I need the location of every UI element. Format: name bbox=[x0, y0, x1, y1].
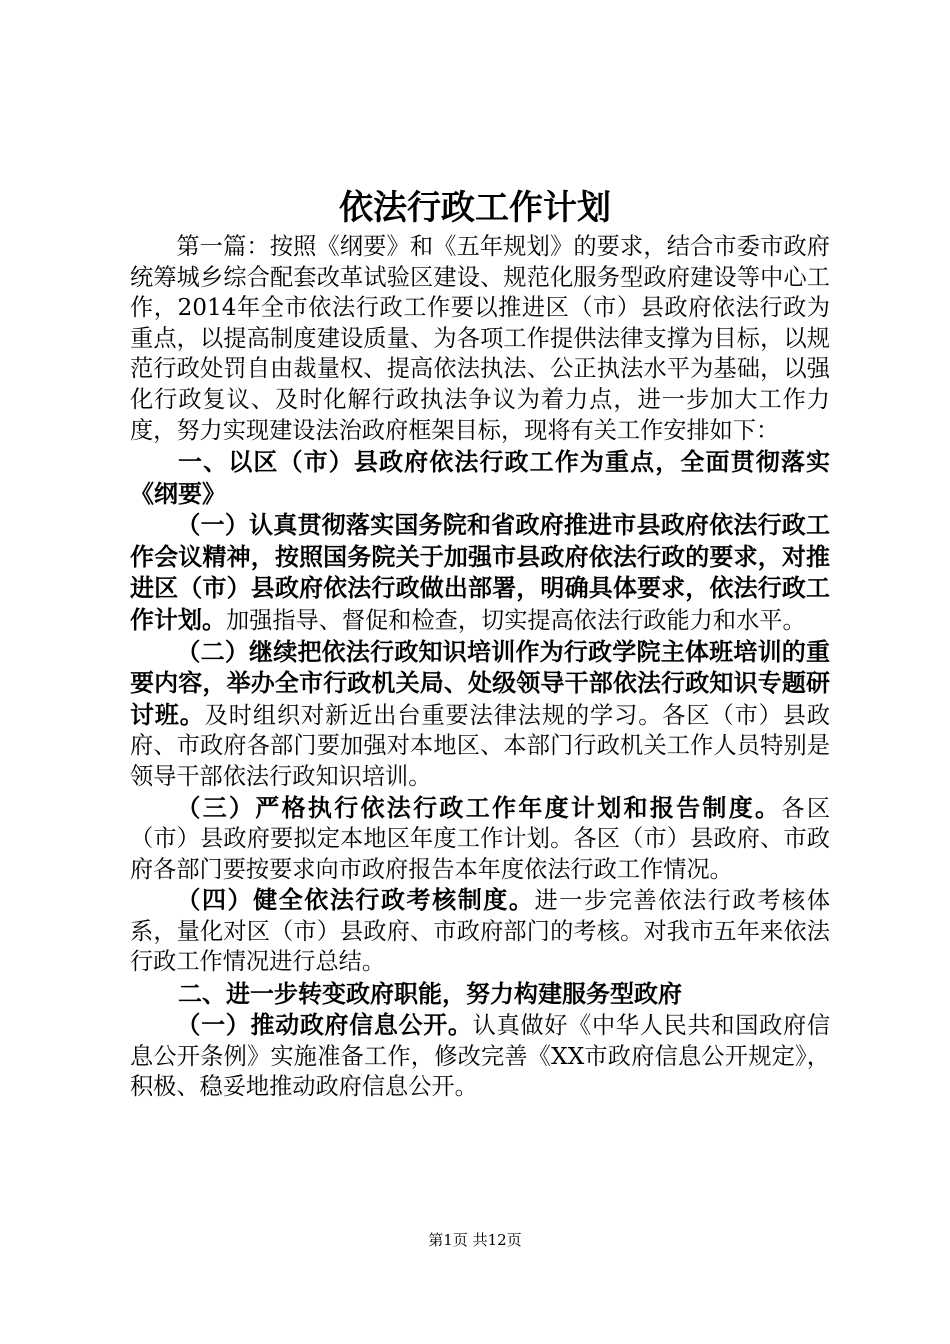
section-heading-2 bbox=[130, 978, 830, 1010]
paragraph-lead: （二）继续把依法行政知识培训作为行政学院主体班培训的重要内容，举办全市行政机关局、处级领导干部依法行政知识专题研讨班。 bbox=[130, 636, 830, 729]
page-footer: 第1页 共12页 bbox=[428, 1231, 522, 1249]
paragraph-text: 加强指导、督促和检查，切实提高依法行政能力和水平。 bbox=[226, 606, 806, 634]
document-title: 依法行政工作计划 bbox=[339, 188, 611, 228]
paragraph-text: 第一篇：按照《纲要》和《五年规划》的要求，结合市委市政府统筹城乡综合配套改革试验区建设、规范化服务型政府建设等中心工作，2014年全市依法行政工作要以推进区（市）县政府依法行政为重点，以提高制度建设质量、为各项工作提供法律支撑为目标，以规范行政处罚自由裁量权、提高依法执法、公正执法水平为基础，以强化行政复议、及时化解行政执法争议为着力点，进一步加大工作力度，努力实现建设法治政府框架目标，现将有关工作安排如下： bbox=[130, 233, 830, 444]
paragraph-text: 及时组织对新近出台重要法律法规的学习。各区（市）县政府、市政府各部门要加强对本地区、本部门行政机关工作人员特别是领导干部依法行政知识培训。 bbox=[130, 701, 831, 790]
paragraph-lead: （一）认真贯彻落实国务院和省政府推进市县政府依法行政工作会议精神，按照国务院关于加强市县政府依法行政的要求，对推进区（市）县政府依法行政做出部署，明确具体要求，依法行政工作计划。 bbox=[130, 510, 830, 634]
paragraph-item-1-2 bbox=[130, 637, 830, 793]
paragraph-item-1-1 bbox=[130, 510, 830, 636]
paragraph-item-1-3 bbox=[130, 793, 830, 886]
heading-text: 二、进一步转变政府职能，努力构建服务型政府 bbox=[178, 979, 682, 1009]
paragraph-text: 认真做好《中华人民共和国政府信息公开条例》实施准备工作，修改完善《XX市政府信息公开规定》，积极、稳妥地推动政府信息公开。 bbox=[130, 1012, 831, 1101]
paragraph-item-2-1 bbox=[130, 1010, 830, 1103]
section-heading-1 bbox=[130, 446, 830, 510]
paragraph-lead: （三）严格执行依法行政工作年度计划和报告制度。 bbox=[176, 792, 782, 822]
paragraph-text: 各区（市）县政府要拟定本地区年度工作计划。各区（市）县政府、市政府各部门要按要求向市政府报告本年度依法行政工作情况。 bbox=[130, 794, 831, 883]
paragraph-lead: （一）推动政府信息公开。 bbox=[176, 1010, 473, 1040]
heading-text: 一、以区（市）县政府依法行政工作为重点，全面贯彻落实《纲要》 bbox=[130, 447, 830, 509]
paragraph-item-1-4 bbox=[130, 885, 830, 978]
document-body bbox=[130, 232, 830, 1103]
paragraph-lead: （四）健全依法行政考核制度。 bbox=[176, 885, 535, 915]
paragraph-text: 进一步完善依法行政考核体系，量化对区（市）县政府、市政府部门的考核。对我市五年来依法行政工作情况进行总结。 bbox=[130, 887, 831, 976]
paragraph-intro bbox=[130, 232, 830, 446]
